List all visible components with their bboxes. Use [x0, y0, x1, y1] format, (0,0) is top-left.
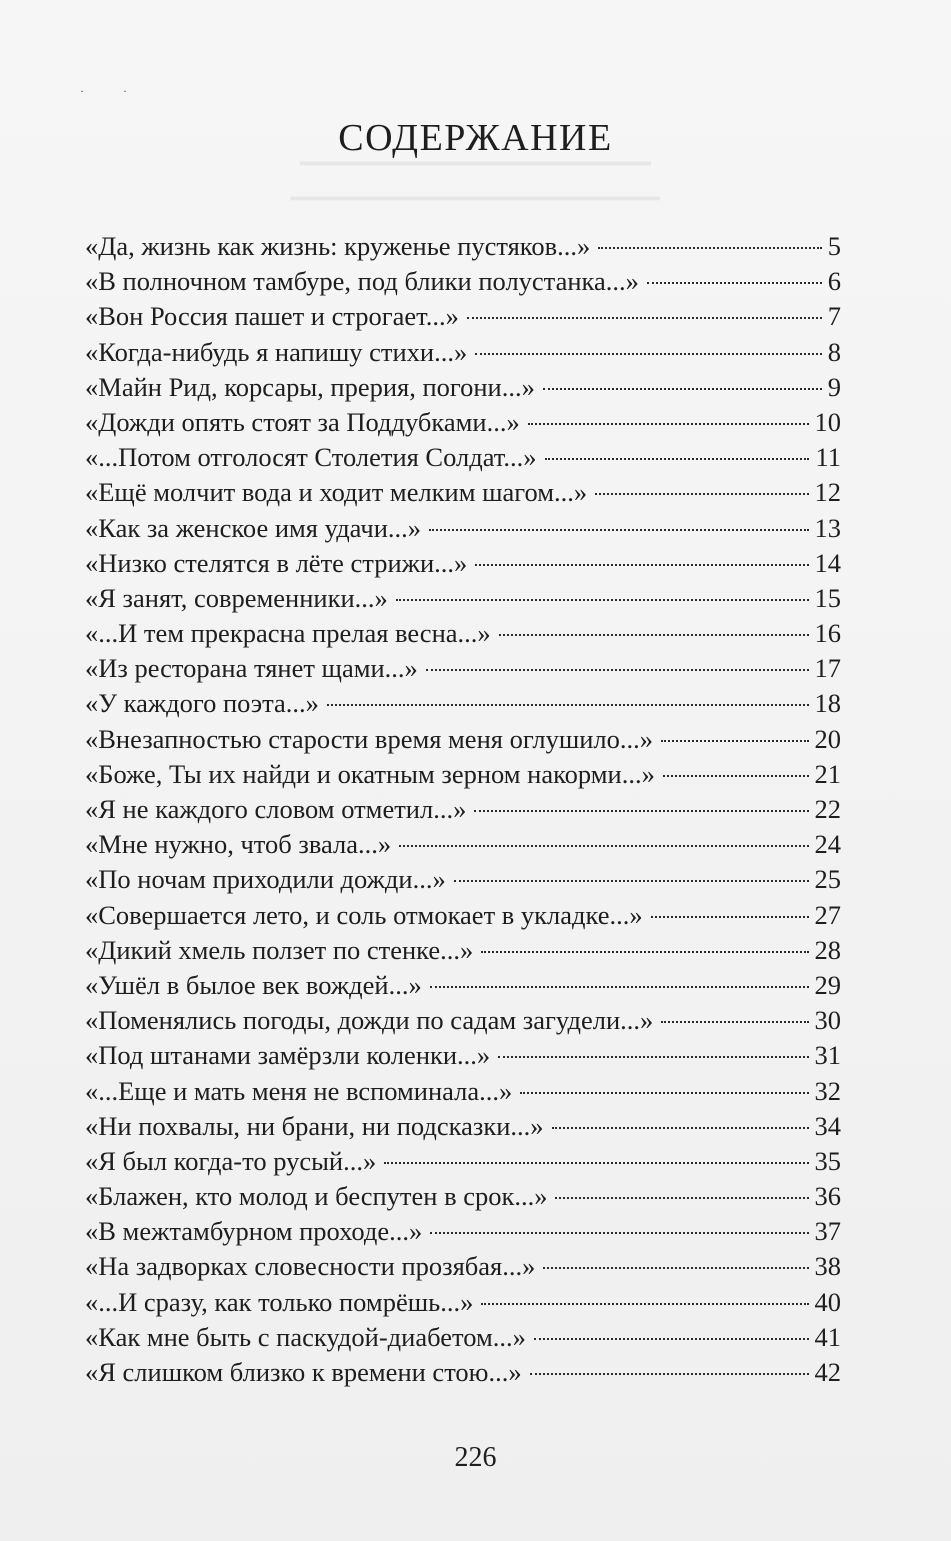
- dot-leader: [663, 775, 809, 777]
- toc-entry-page: 15: [814, 582, 841, 613]
- toc-entry-title: «Я не каждого словом отметил...»: [85, 794, 467, 824]
- toc-entry-title: «Я слишком близко к времени стою...»: [85, 1357, 522, 1387]
- toc-entry: [85, 898, 841, 933]
- dot-leader: [481, 1303, 808, 1305]
- toc-entry: [85, 335, 841, 370]
- toc-entry: [85, 1074, 841, 1109]
- toc-entry-title: «На задворках словесности прозябая...»: [85, 1251, 536, 1282]
- dot-leader: [534, 1338, 809, 1340]
- dot-leader: [520, 1092, 808, 1094]
- toc-entry-page: 21: [814, 758, 841, 789]
- dot-leader: [661, 1021, 808, 1023]
- toc-entry-page: 18: [814, 688, 841, 719]
- toc-entry-title: «Когда-нибудь я напишу стихи...»: [85, 336, 468, 367]
- toc-entry-page: 20: [814, 723, 841, 754]
- dot-leader: [528, 423, 809, 425]
- dot-leader: [651, 916, 809, 918]
- toc-entry-page: 10: [814, 406, 841, 437]
- toc-entry-page: 28: [814, 934, 841, 965]
- toc-entry-page: 38: [814, 1251, 841, 1282]
- dot-leader: [467, 317, 822, 319]
- toc-entry-title: «Боже, Ты их найди и окатным зерном накорми...»: [85, 758, 655, 789]
- toc-entry: [85, 546, 841, 581]
- dot-leader: [327, 704, 809, 706]
- toc-entry-title: «...И сразу, как только помрёшь...»: [85, 1286, 474, 1317]
- bleed-through-line: ▔▔▔▔▔▔▔▔▔▔▔▔▔▔▔▔▔▔▔: [300, 164, 651, 190]
- toc-entry: [85, 968, 841, 1003]
- toc-entry-title: «Низко стелятся в лёте стрижи...»: [85, 547, 468, 578]
- toc-entry-page: 9: [827, 371, 841, 402]
- toc-entry-title: «Блажен, кто молод и беспутен в срок...»: [85, 1181, 548, 1212]
- toc-entry: [85, 264, 841, 299]
- toc-entry-page: 25: [814, 864, 841, 895]
- toc-entry: [85, 440, 841, 475]
- toc-entry-page: 14: [814, 547, 841, 578]
- dot-leader: [475, 353, 822, 355]
- toc-entry-page: 29: [814, 969, 841, 1000]
- toc-entry-title: «...Еще и мать меня не вспоминала...»: [85, 1075, 513, 1106]
- toc-entry: [85, 475, 841, 510]
- toc-entry-page: 22: [814, 794, 841, 824]
- toc-entry-page: 36: [814, 1181, 841, 1212]
- toc-entry-title: «Да, жизнь как жизнь: круженье пустяков...»: [85, 231, 591, 261]
- toc-entry-page: 5: [827, 231, 841, 261]
- toc-entry: [85, 1038, 841, 1073]
- toc-entry-title: «Мне нужно, чтоб звала...»: [85, 829, 392, 860]
- toc-entry: [85, 229, 841, 264]
- dot-leader: [647, 282, 822, 284]
- toc-entry-title: «Я был когда-то русый...»: [85, 1145, 377, 1176]
- toc-entry-page: 7: [827, 301, 841, 332]
- toc-entry: [85, 686, 841, 721]
- dot-leader: [661, 740, 808, 742]
- toc-entry: [85, 862, 841, 897]
- toc-entry-page: 41: [814, 1321, 841, 1352]
- toc-entry-page: 34: [814, 1110, 841, 1141]
- dot-leader: [384, 1162, 808, 1164]
- toc-entry-title: «...И тем прекрасна прелая весна...»: [85, 618, 491, 649]
- toc-entry-page: 30: [814, 1005, 841, 1036]
- dot-leader: [498, 1056, 808, 1058]
- bleed-through-line: ▔▔▔▔▔▔▔▔▔▔▔▔▔▔▔▔▔▔▔▔: [290, 199, 661, 225]
- dot-leader: [430, 986, 809, 988]
- toc-entry-title: «В межтамбурном проходе...»: [85, 1216, 423, 1247]
- table-of-contents: [85, 229, 841, 1390]
- toc-entry-title: «Поменялись погоды, дожди по садам загудели...»: [85, 1005, 654, 1036]
- toc-entry-page: 35: [814, 1145, 841, 1176]
- toc-entry-page: 11: [815, 442, 841, 473]
- page-number: 226: [454, 1442, 497, 1473]
- toc-entry-title: «У каждого поэта...»: [85, 688, 319, 719]
- dot-leader: [474, 810, 808, 812]
- toc-entry: [85, 1355, 841, 1390]
- toc-entry: [85, 1179, 841, 1214]
- toc-entry-page: 17: [814, 653, 841, 684]
- toc-entry-title: «Внезапностью старости время меня оглушило...»: [85, 723, 654, 754]
- toc-entry-page: 31: [814, 1040, 841, 1071]
- toc-entry: [85, 1249, 841, 1284]
- toc-entry-page: 37: [814, 1216, 841, 1247]
- toc-entry: [85, 651, 841, 686]
- dot-leader: [545, 458, 810, 460]
- dot-leader: [555, 1197, 808, 1199]
- toc-entry: [85, 1214, 841, 1249]
- dot-leader: [543, 388, 822, 390]
- toc-entry-title: «Совершается лето, и соль отмокает в укладке...»: [85, 899, 643, 930]
- toc-entry: [85, 722, 841, 757]
- toc-entry: [85, 511, 841, 546]
- dot-leader: [399, 845, 808, 847]
- print-specks: · ·: [80, 84, 145, 98]
- page-title: СОДЕРЖАНИЕ: [338, 117, 613, 159]
- toc-entry-title: «Ушёл в былое век вождей...»: [85, 969, 422, 1000]
- dot-leader: [430, 1232, 808, 1234]
- toc-entry: [85, 757, 841, 792]
- toc-entry: [85, 581, 841, 616]
- toc-entry-title: «Ещё молчит вода и ходит мелким шагом...»: [85, 477, 588, 508]
- toc-entry-title: «В полночном тамбуре, под блики полустанка...»: [85, 266, 639, 297]
- toc-entry-page: 27: [814, 899, 841, 930]
- toc-entry: [85, 1144, 841, 1179]
- toc-entry: [85, 827, 841, 862]
- dot-leader: [454, 880, 809, 882]
- toc-entry: [85, 370, 841, 405]
- toc-entry-title: «Как мне быть с паскудой-диабетом...»: [85, 1321, 526, 1352]
- toc-entry: [85, 933, 841, 968]
- toc-entry-title: «По ночам приходили дожди...»: [85, 864, 446, 895]
- toc-entry: [85, 792, 841, 827]
- toc-entry-title: «Дикий хмель ползет по стенке...»: [85, 934, 474, 965]
- dot-leader: [598, 247, 822, 249]
- toc-entry-title: «Дожди опять стоят за Поддубками...»: [85, 406, 520, 437]
- toc-entry: [85, 1285, 841, 1320]
- toc-entry-page: 42: [814, 1357, 841, 1387]
- dot-leader: [426, 669, 809, 671]
- toc-entry-page: 13: [814, 512, 841, 543]
- toc-entry-title: «Майн Рид, корсары, прерия, погони...»: [85, 371, 535, 402]
- dot-leader: [481, 951, 808, 953]
- toc-entry: [85, 616, 841, 651]
- toc-entry-page: 24: [814, 829, 841, 860]
- toc-entry-page: 40: [814, 1286, 841, 1317]
- toc-entry-page: 12: [814, 477, 841, 508]
- toc-entry: [85, 405, 841, 440]
- toc-entry-title: «Вон Россия пашет и строгает...»: [85, 301, 459, 332]
- toc-entry-page: 6: [827, 266, 841, 297]
- dot-leader: [429, 529, 808, 531]
- toc-entry-page: 32: [814, 1075, 841, 1106]
- dot-leader: [530, 1373, 809, 1375]
- toc-entry-title: «Я занят, современники...»: [85, 582, 388, 613]
- toc-entry-title: «Из ресторана тянет щами...»: [85, 653, 418, 684]
- toc-entry-title: «Под штанами замёрзли коленки...»: [85, 1040, 491, 1071]
- toc-entry-page: 16: [814, 618, 841, 649]
- toc-entry: [85, 299, 841, 334]
- dot-leader: [543, 1267, 808, 1269]
- dot-leader: [595, 493, 808, 495]
- dot-leader: [552, 1127, 809, 1129]
- dot-leader: [499, 634, 809, 636]
- toc-entry: [85, 1109, 841, 1144]
- toc-entry: [85, 1003, 841, 1038]
- toc-entry-page: 8: [827, 336, 841, 367]
- dot-leader: [475, 564, 808, 566]
- dot-leader: [396, 599, 809, 601]
- toc-entry-title: «Как за женское имя удачи...»: [85, 512, 422, 543]
- toc-entry: [85, 1320, 841, 1355]
- toc-entry-title: «...Потом отголосят Столетия Солдат...»: [85, 442, 537, 473]
- toc-entry-title: «Ни похвалы, ни брани, ни подсказки...»: [85, 1110, 544, 1141]
